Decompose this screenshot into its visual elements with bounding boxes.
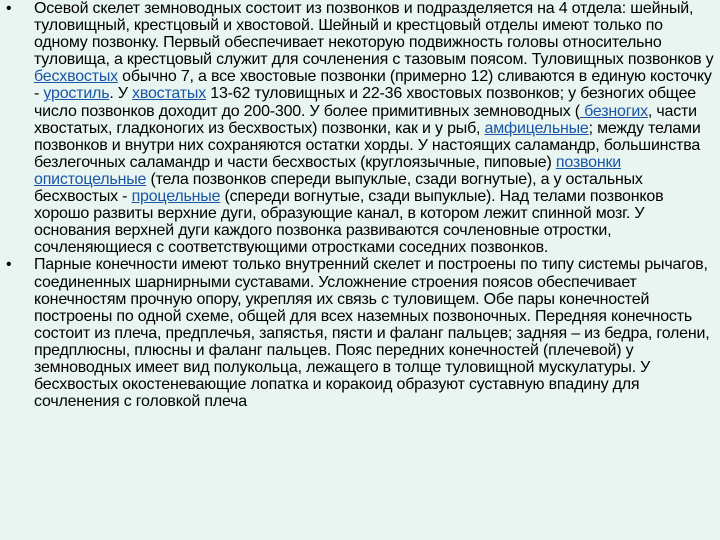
bullet-list bbox=[6, 0, 714, 410]
link-opistotselnye[interactable]: позвонки опистоцельные bbox=[34, 153, 621, 188]
text-segment: 13-62 туловищных и 22-36 хвостовых позвонков; у безногих общее число позвонков доходит до 200-300. У более примитивных земноводных ( bbox=[34, 85, 696, 120]
text-segment: обычно 7, а все хвостовые позвонки (примерно 12) сливаются в единую косточку - bbox=[34, 68, 712, 103]
text-segment: , части хвостатых, гладконогих из бесхвостых) позвонки, как и у рыб, bbox=[34, 102, 697, 137]
bullet-item-limbs bbox=[6, 256, 714, 410]
link-beznogie[interactable]: безногих bbox=[579, 102, 648, 120]
text-segment: (тела позвонков спереди выпуклые, сзади вогнутые), а у остальных бесхвостых - bbox=[34, 170, 643, 206]
link-urostil[interactable]: уростиль bbox=[43, 85, 110, 103]
text-segment: (спереди вогнутые, сзади выпуклые). Над телами позвонков хорошо развиты верхние дуги, образующие канал, в котором лежит спинной мозг. У основания верхней дуги каждого позвонка развиваются сочленовные отростки, сочленяющиеся с соответствующими отростками соседних позвонков. bbox=[34, 188, 664, 257]
text-segment: Осевой скелет земноводных состоит из позвонков и подразделяется на 4 отдела: шейный, туловищный, крестцовый и хвостовой. Шейный и крестцовый отделы имеют только по одному позвонку. Первый обеспечивает некоторую подвижность головы относительно туловища, а крестцовый служит для сочленения с тазовым поясом. Туловищных позвонков у bbox=[34, 0, 714, 69]
link-amfitselnye[interactable]: амфицельные bbox=[484, 119, 589, 137]
text-segment: . У bbox=[109, 85, 133, 103]
link-prottselnye[interactable]: процельные bbox=[131, 188, 221, 206]
text-segment: Парные конечности имеют только внутренний скелет и построены по типу системы рычагов, соединенных шарнирными суставами. Усложнение строения поясов обеспечивает конечностям прочную опору, укрепляя их связь с туловищем. Обе пары конечностей построены по одной схеме, общей для всех наземных позвоночных. Передняя конечность состоит из плеча, предплечья, запястья, пясти и фаланг пальцев; задняя – из бедра, голени, предплюсны, плюсны и фаланг пальцев. Пояс передних конечностей (плечевой) у земноводных имеет вид полукольца, лежащего в толще туловищной мускулатуры. У бесхвостых окостеневающие лопатка и коракоид образуют суставную впадину для сочленения с головкой плеча bbox=[34, 256, 710, 411]
bullet-marker: • bbox=[6, 0, 12, 17]
link-khvostatye[interactable]: хвостатых bbox=[132, 85, 206, 103]
bullet-item-skeleton bbox=[6, 0, 714, 256]
bullet-marker: • bbox=[6, 256, 12, 274]
link-beskhvostye[interactable]: бесхвостых bbox=[34, 68, 118, 86]
text-segment: ; между телами позвонков и внутри них сохраняются остатки хорды. У настоящих саламандр, большинства безлегочных саламандр и части бесхвостых (круглоязычные, пиповые) bbox=[34, 119, 701, 171]
